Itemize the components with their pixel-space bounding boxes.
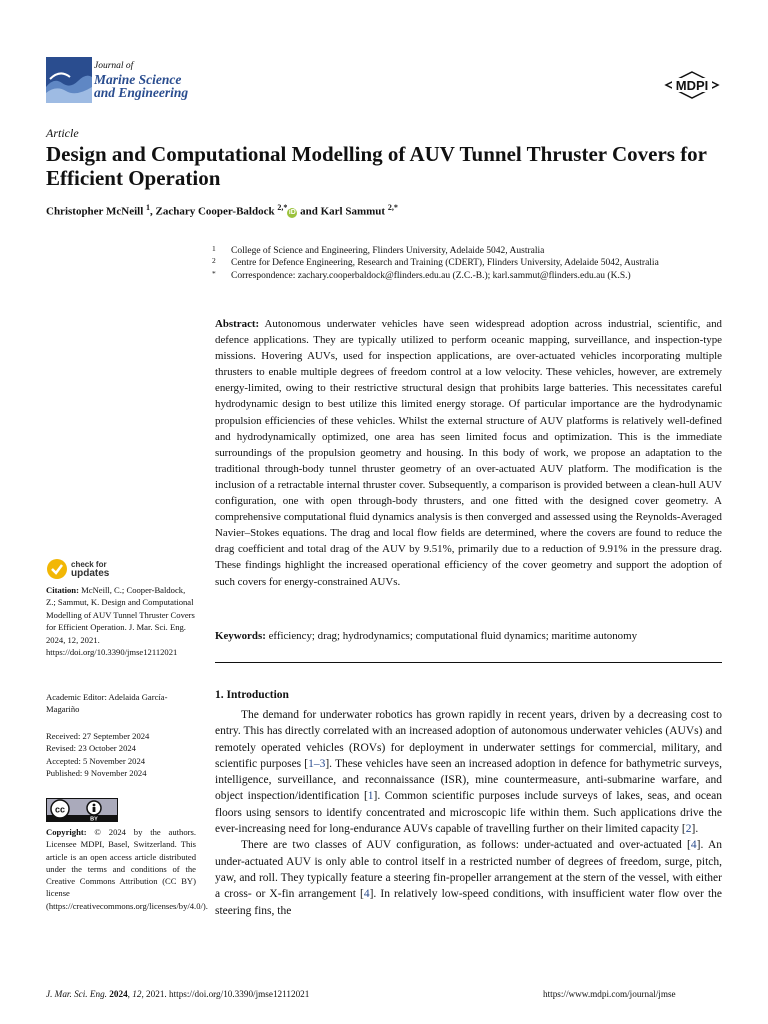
citation-label: Citation: [46,585,79,595]
journal-name-line2: Marine Science [94,72,182,87]
citation-text: McNeill, C.; Cooper-Baldock, Z.; Sammut, K. Design and Computational Modelling of AUV Tunnel Thruster Covers for Efficient Operation. J. Mar. Sci. Eng. 2024, 12, 2021. https://doi.org/10.3390/jmse12112021 [46,585,195,658]
abstract [215,316,722,590]
check-updates-line1: check for [71,560,107,569]
footer-journal-url[interactable]: https://www.mdpi.com/journal/jmse [543,989,676,999]
journal-name-line1: Journal of [94,61,134,71]
affiliation-mark: * [212,268,216,278]
paper-title: Design and Computational Modelling of AUV Tunnel Thruster Covers for Efficient Operation [46,142,707,190]
keywords [215,629,722,643]
check-updates-icon [46,558,68,580]
citation-link[interactable]: 4 [363,888,370,901]
citation-link[interactable]: 4 [690,839,697,852]
journal-name-line3: and Engineering [94,85,189,100]
abstract-text: Autonomous underwater vehicles have seen widespread adoption across industrial, scientific, and defence applications. They are typically utilized to perform oceanic mapping, surveillance, and inspection-type missions. Hovering AUVs, used for inspection applications, are over-actuated vehicles incorporating multiple thrusters to enable multiple degrees of freedom control at a low velocity. These vehicles, however, are extremely energy-limited, owing to their restrictive structural design that prohibits large batteries. This necessitates careful hydrodynamic design to best utilize this limited energy storage. Of particular importance are the hydrodynamic propulsion efficiencies of these vehicles. Whilst the external structure of AUV platforms is relatively well-defined and hydrodynamically optimized, one area has seen limited focus and optimization. This is the immediate surroundings of the propulsion geometry and housing. In this body of work, we propose an adaptation to the traditional through-body tunnel thruster geometry of an over-actuated AUV platform. The modification is the inclusion of a retractable internal thruster cover. Subsequently, a comparison is provided between a clean-hull AUV configuration, one with open through-body thrusters, and one fitted with the designed cover geometry. A comprehensive computational fluid dynamics analysis is then converged and assessed using the Reynolds-Averaged Navier–Stokes equations. The drag and local flow fields are determined, where the covers are found to reduce the drag coefficient and total drag of the AUV by 9.51%, primarily due to a reduction of 9.91% in the pressure drag. These findings highlight the increased operational efficiency of the cover geometry and support the adoption of such covers for energy-constrained AUVs. [215,318,723,588]
keywords-label: Keywords: [215,630,266,642]
body-text: There are two classes of AUV configuration, as follows: under-actuated and over-actuated [ [241,839,691,852]
article-type: Article [46,126,79,140]
orcid-icon[interactable]: iD [288,208,296,216]
author-name[interactable]: Zachary Cooper-Baldock [155,205,275,218]
body-text: The demand for underwater robotics has grown rapidly in recent years, driven by a decreasing cost to entry. This has directly correlated with an increased adoption of autonomous underwater vehicles (AUVs) and remotely operated vehicles (ROVs) for deployment in underwater settings for commercial, military, and scientific purposes [ [215,709,722,770]
mdpi-logo-icon [664,71,720,99]
author-separator: , [150,205,156,218]
affiliation-item [212,257,722,269]
academic-editor: Academic Editor: Adelaida García-Magariño [46,692,168,715]
affiliation-mark: 2 [212,256,216,266]
check-updates-line2: updates [71,568,110,579]
received-date: Received: 27 September 2024 [46,731,150,741]
intro-paragraph-1 [215,707,722,837]
check-updates-label [71,560,109,578]
affiliation-mark: 1 [212,244,216,253]
copyright-text: © 2024 by the authors. Licensee MDPI, Basel, Switzerland. This article is an open access article distributed under the terms and conditions of the Creative Commons Attribution (CC BY) license (https://creativecommons.org/licenses/by/4.0/). [46,827,208,911]
intro-paragraph-2 [215,837,722,918]
citation-link[interactable]: 1–3 [308,757,326,770]
svg-text:BY: BY [90,816,98,822]
author-affil-mark: 2,* [387,203,398,212]
footer-doi[interactable]: , 2021. https://doi.org/10.3390/jmse12112021 [141,989,310,999]
author-list [46,203,398,218]
footer-volume: 12 [132,989,142,999]
abstract-label: Abstract: [215,318,260,330]
affiliation-text: Centre for Defence Engineering, Research and Training (CDERT), Flinders University, Adelaide 5042, Australia [231,258,659,269]
copyright-label: Copyright: [46,827,87,837]
revised-date: Revised: 23 October 2024 [46,743,136,754]
author-name[interactable]: Karl Sammut [320,205,386,218]
footer-citation: J. Mar. Sci. Eng. 2024, 12, 2021. https://doi.org/10.3390/jmse12112021 [46,989,310,999]
author-affil-mark: 2,* [277,203,288,212]
journal-name [94,60,188,99]
check-for-updates-button[interactable] [46,558,166,582]
cc-by-license-icon[interactable] [46,798,118,822]
affiliation-text: College of Science and Engineering, Flinders University, Adelaide 5042, Australia [231,246,545,256]
body-text: ]. [691,823,699,836]
introduction-body [215,707,722,919]
footer-journal: J. Mar. Sci. Eng. [46,989,107,999]
section-heading: 1. Introduction [215,689,289,701]
citation-block [46,584,196,658]
citation-link[interactable]: 2 [685,823,692,836]
correspondence-text[interactable]: Correspondence: zachary.cooperbaldock@flinders.edu.au (Z.C.-B.); karl.sammut@flinders.edu.au (K.S.) [231,270,631,281]
body-text: ]. Common scientific purposes include surveys of lakes, seas, and ocean floors using sensors to identify concentrated and microscopic life within them. Such applications drive the ever-increasing need for long-endurance AUVs capable of travelling further on their limited capacity [ [215,790,722,836]
affiliation-item [212,270,722,282]
author-separator: and [297,205,321,218]
published-date: Published: 9 November 2024 [46,768,147,779]
author-affil-mark: 1 [146,203,151,212]
footer-year: 2024 [109,989,128,999]
publisher-name: MDPI [675,78,709,93]
affiliation-item [212,245,722,257]
section-divider [215,662,722,663]
affiliations [212,245,722,282]
body-text: ]. In relatively low-speed conditions, with insufficient water flow over the steering fins, the [215,888,722,917]
svg-text:cc: cc [54,804,66,815]
keywords-text: efficiency; drag; hydrodynamics; computational fluid dynamics; maritime autonomy [268,630,638,642]
body-text: ]. An under-actuated AUV is only able to control itself in a restricted number of degrees of freedom, surge, pitch, yaw, and roll. They typically feature a steering fin-propeller arrangement at the stern of the vessel, with either a cross- or X-fin arrangement [ [215,839,723,901]
author-name[interactable]: Christopher McNeill [46,205,144,218]
copyright-block [46,826,208,912]
publication-dates [46,730,196,780]
body-text: ]. These vehicles have seen an increased adoption in defence for bathymetric surveys, intelligence, surveillance, and reconnaissance (ISR), mine countermeasure, anti-submarine warfare, and object inspection/identification [ [215,757,722,803]
citation-link[interactable]: 1 [367,790,374,803]
journal-logo-icon [46,57,92,103]
accepted-date: Accepted: 5 November 2024 [46,755,146,766]
